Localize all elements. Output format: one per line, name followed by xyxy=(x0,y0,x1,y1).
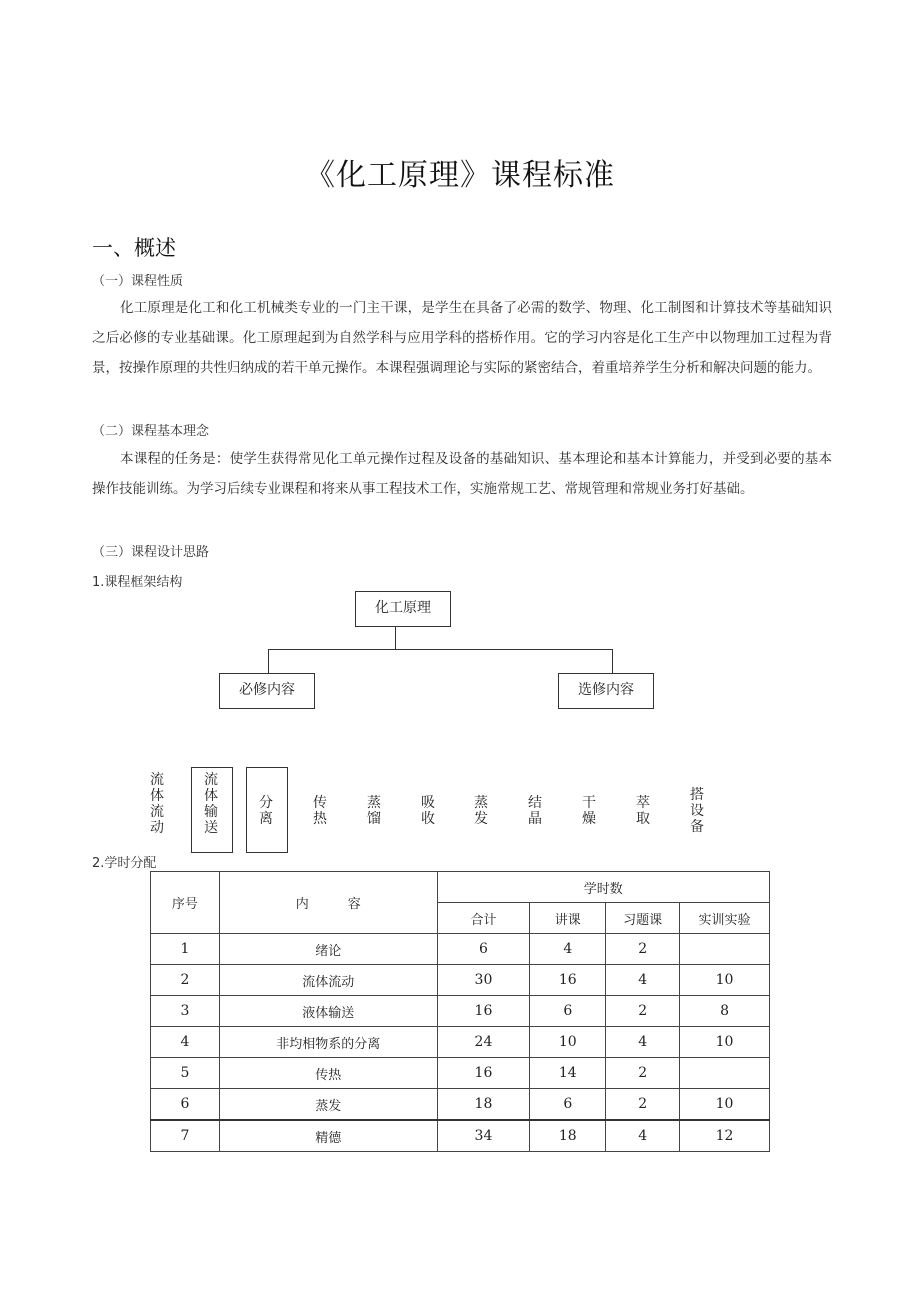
leaf-separation: 分离 xyxy=(259,795,273,827)
table-row xyxy=(151,1027,770,1058)
cell-exercise: 4 xyxy=(606,1027,680,1058)
framework-root-box: 化工原理 xyxy=(355,591,451,627)
cell-content: 传热 xyxy=(219,1058,437,1089)
leaf-equipment: 搭设备 xyxy=(690,787,704,835)
connector-root-down xyxy=(395,626,396,650)
connector-horizontal xyxy=(268,649,613,650)
framework-elective-box: 选修内容 xyxy=(558,673,654,709)
cell-exercise: 2 xyxy=(606,1089,680,1121)
cell-exercise: 4 xyxy=(606,1120,680,1152)
leaf-evaporation: 蒸发 xyxy=(474,795,488,827)
cell-no: 1 xyxy=(151,934,220,965)
cell-no: 3 xyxy=(151,996,220,1027)
cell-content: 蒸发 xyxy=(219,1089,437,1121)
table-row xyxy=(151,1089,770,1121)
leaf-distillation: 蒸馏 xyxy=(367,795,381,827)
cell-exercise: 2 xyxy=(606,934,680,965)
header-lecture: 讲课 xyxy=(530,903,606,934)
subheading-course-design: （三）课程设计思路 xyxy=(92,545,210,560)
cell-lab: 10 xyxy=(680,1027,770,1058)
paragraph-course-philosophy: 本课程的任务是：使学生获得常见化工单元操作过程及设备的基础知识、基本理论和基本计算能力，并受到必要的基本操作技能训练。为学习后续专业课程和将来从事工程技术工作，实施常规工艺、常规管理和常规业务打好基础。 xyxy=(92,451,832,497)
header-total: 合计 xyxy=(437,903,530,934)
header-exercise: 习题课 xyxy=(606,903,680,934)
document-title: 《化工原理》课程标准 xyxy=(305,158,615,193)
cell-lecture: 6 xyxy=(530,1089,606,1121)
item-framework-structure: 1.课程框架结构 xyxy=(92,575,183,590)
leaf-extraction: 萃取 xyxy=(636,795,650,827)
subheading-course-philosophy: （二）课程基本理念 xyxy=(92,424,210,439)
cell-lab xyxy=(680,934,770,965)
cell-no: 4 xyxy=(151,1027,220,1058)
cell-no: 6 xyxy=(151,1089,220,1121)
cell-content: 非均相物系的分离 xyxy=(219,1027,437,1058)
leaf-fluid-transport: 流体输送 xyxy=(204,772,218,836)
cell-lecture: 4 xyxy=(530,934,606,965)
cell-lab: 8 xyxy=(680,996,770,1027)
header-index: 序号 xyxy=(151,872,220,934)
cell-no: 2 xyxy=(151,965,220,996)
cell-no: 7 xyxy=(151,1120,220,1152)
leaf-fluid-flow: 流体流动 xyxy=(150,772,164,836)
cell-total: 34 xyxy=(437,1120,530,1152)
paragraph-course-nature: 化工原理是化工和化工机械类专业的一门主干课，是学生在具备了必需的数学、物理、化工制图和计算技术等基础知识之后必修的专业基础课。化工原理起到为自然学科与应用学科的搭桥作用。它的学习内容是化工生产中以物理加工过程为背景，按操作原理的共性归纳成的若干单元操作。本课程强调理论与实际的紧密结合，着重培养学生分析和解决问题的能力。 xyxy=(92,300,832,376)
header-lab: 实训实验 xyxy=(680,903,770,934)
cell-total: 16 xyxy=(437,996,530,1027)
table-row xyxy=(151,1120,770,1152)
hours-table xyxy=(150,871,770,1152)
cell-content: 精德 xyxy=(219,1120,437,1152)
cell-lab: 12 xyxy=(680,1120,770,1152)
cell-total: 16 xyxy=(437,1058,530,1089)
cell-lab xyxy=(680,1058,770,1089)
cell-content: 流体流动 xyxy=(219,965,437,996)
table-row xyxy=(151,965,770,996)
leaf-absorption: 吸收 xyxy=(421,795,435,827)
cell-total: 18 xyxy=(437,1089,530,1121)
table-row xyxy=(151,934,770,965)
cell-content: 液体输送 xyxy=(219,996,437,1027)
leaf-crystallization: 结晶 xyxy=(528,795,542,827)
header-content: 内 容 xyxy=(219,872,437,934)
cell-lecture: 6 xyxy=(530,996,606,1027)
cell-total: 24 xyxy=(437,1027,530,1058)
leaf-drying: 干燥 xyxy=(582,795,596,827)
subheading-course-nature: （一）课程性质 xyxy=(92,274,184,289)
leaf-heat-transfer: 传热 xyxy=(313,795,327,827)
cell-no: 5 xyxy=(151,1058,220,1089)
cell-lecture: 10 xyxy=(530,1027,606,1058)
cell-lecture: 16 xyxy=(530,965,606,996)
table-row xyxy=(151,996,770,1027)
cell-exercise: 4 xyxy=(606,965,680,996)
cell-lab: 10 xyxy=(680,965,770,996)
connector-right-down xyxy=(612,649,613,673)
cell-total: 6 xyxy=(437,934,530,965)
table-row xyxy=(151,1058,770,1089)
framework-required-box: 必修内容 xyxy=(219,673,315,709)
cell-lecture: 14 xyxy=(530,1058,606,1089)
cell-exercise: 2 xyxy=(606,996,680,1027)
cell-total: 30 xyxy=(437,965,530,996)
connector-left-down xyxy=(268,649,269,673)
cell-exercise: 2 xyxy=(606,1058,680,1089)
header-hours: 学时数 xyxy=(437,872,769,903)
cell-lecture: 18 xyxy=(530,1120,606,1152)
section-heading-overview: 一、概述 xyxy=(92,236,176,260)
cell-lab: 10 xyxy=(680,1089,770,1121)
cell-content: 绪论 xyxy=(219,934,437,965)
item-hour-allocation: 2.学时分配 xyxy=(92,856,157,871)
